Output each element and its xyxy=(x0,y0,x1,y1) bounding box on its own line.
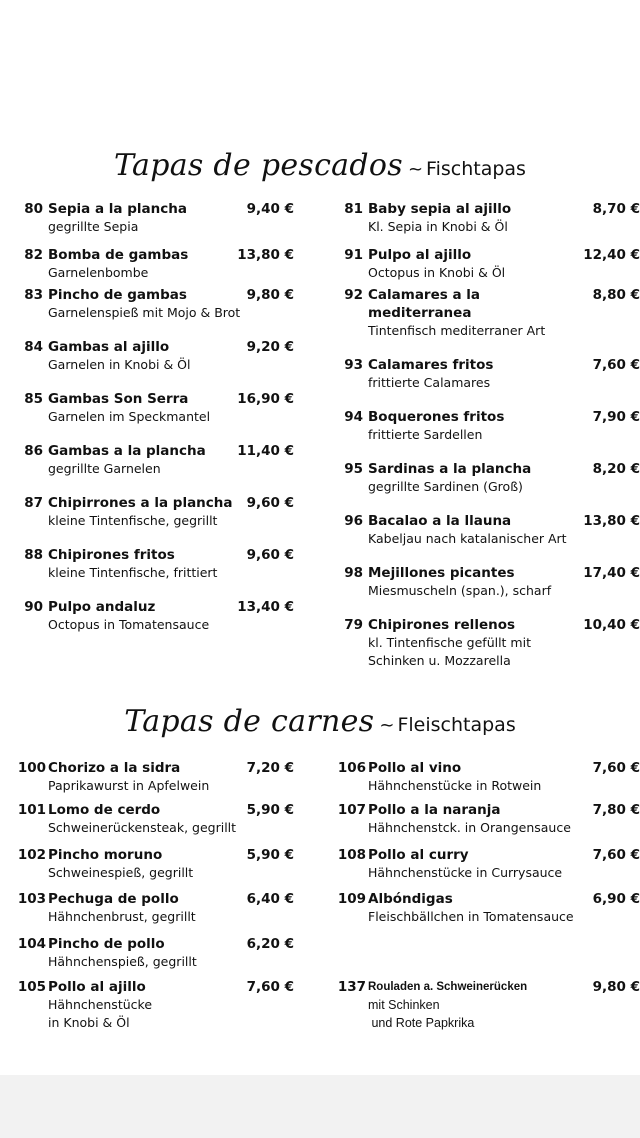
item-number: 80 xyxy=(24,201,43,217)
item-description: kleine Tintenfische, frittiert xyxy=(48,565,218,580)
item-price: 13,40 € xyxy=(237,599,294,615)
section-title-fish xyxy=(0,148,640,183)
item-description: Garnelenbombe xyxy=(48,265,149,280)
item-number: 106 xyxy=(337,760,366,776)
item-price: 7,80 € xyxy=(592,802,640,818)
item-name: Bomba de gambas xyxy=(48,247,189,263)
item-name: Pulpo andaluz xyxy=(48,599,156,615)
item-number: 94 xyxy=(344,409,363,425)
item-description: Hähnchenbrust, gegrillt xyxy=(48,909,196,924)
page-bottom-margin xyxy=(0,1075,640,1138)
item-description: Hähnchenstücke in Rotwein xyxy=(368,778,542,793)
item-price: 9,80 € xyxy=(592,979,640,995)
item-description: Hähnchenstck. in Orangensauce xyxy=(368,820,571,835)
item-number: 96 xyxy=(344,513,363,529)
item-name: Sepia a la plancha xyxy=(48,201,187,217)
item-name: Pollo al curry xyxy=(368,847,469,863)
item-name: Lomo de cerdo xyxy=(48,802,161,818)
item-number: 87 xyxy=(24,495,43,511)
item-price: 7,60 € xyxy=(246,979,294,995)
item-name: Calamares fritos xyxy=(368,357,494,373)
item-number: 137 xyxy=(337,979,366,995)
item-number: 101 xyxy=(17,802,46,818)
item-name: Pollo al vino xyxy=(368,760,462,776)
item-description: Fleischbällchen in Tomatensauce xyxy=(368,909,574,924)
item-name: Bacalao a la llauna xyxy=(368,513,512,529)
item-name: Pincho de gambas xyxy=(48,287,187,303)
section-title-meat xyxy=(0,704,640,739)
item-description-line2: und Rote Papkrika xyxy=(368,1016,475,1030)
item-name: Albóndigas xyxy=(368,891,453,907)
item-price: 9,60 € xyxy=(246,495,294,511)
item-name: Chipirones fritos xyxy=(48,547,175,563)
item-number: 90 xyxy=(24,599,43,615)
item-number: 103 xyxy=(17,891,46,907)
item-description: Hähnchenstücke xyxy=(48,997,153,1012)
item-number: 85 xyxy=(24,391,43,407)
item-price: 9,20 € xyxy=(246,339,294,355)
item-price: 12,40 € xyxy=(583,247,640,263)
item-number: 108 xyxy=(337,847,366,863)
item-price: 6,90 € xyxy=(592,891,640,907)
item-price: 9,40 € xyxy=(246,201,294,217)
item-price: 9,60 € xyxy=(246,547,294,563)
item-price: 13,80 € xyxy=(237,247,294,263)
item-price: 8,70 € xyxy=(592,201,640,217)
item-number: 105 xyxy=(17,979,46,995)
item-name: Pincho de pollo xyxy=(48,936,165,952)
item-price: 7,20 € xyxy=(246,760,294,776)
item-price: 5,90 € xyxy=(246,847,294,863)
item-name: Gambas al ajillo xyxy=(48,339,170,355)
item-price: 13,80 € xyxy=(583,513,640,529)
item-price: 7,90 € xyxy=(592,409,640,425)
item-name: Pollo al ajillo xyxy=(48,979,146,995)
item-number: 84 xyxy=(24,339,43,355)
item-name: Gambas a la plancha xyxy=(48,443,206,459)
item-description: Kl. Sepia in Knobi & Öl xyxy=(368,219,508,234)
item-name: Sardinas a la plancha xyxy=(368,461,532,477)
item-description: frittierte Calamares xyxy=(368,375,491,390)
item-price: 5,90 € xyxy=(246,802,294,818)
item-description: Garnelen in Knobi & Öl xyxy=(48,357,191,372)
item-number: 86 xyxy=(24,443,43,459)
item-description: kleine Tintenfische, gegrillt xyxy=(48,513,218,528)
item-description: Paprikawurst in Apfelwein xyxy=(48,778,210,793)
item-description: Kabeljau nach katalanischer Art xyxy=(368,531,567,546)
item-number: 107 xyxy=(337,802,366,818)
item-description: Octopus in Tomatensauce xyxy=(48,617,210,632)
item-number: 109 xyxy=(337,891,366,907)
item-number: 95 xyxy=(344,461,363,477)
section-title-script: Tapas de pescados xyxy=(114,148,403,183)
item-name: Pollo a la naranja xyxy=(368,802,501,818)
item-description: gegrillte Sardinen (Groß) xyxy=(368,479,523,494)
item-description: gegrillte Sepia xyxy=(48,219,139,234)
item-number: 102 xyxy=(17,847,46,863)
item-name: Chipirones rellenos xyxy=(368,617,516,633)
section-title-script: Tapas de carnes xyxy=(124,704,375,739)
item-name: Baby sepia al ajillo xyxy=(368,201,512,217)
item-description-line2: in Knobi & Öl xyxy=(48,1015,130,1030)
item-description: Octopus in Knobi & Öl xyxy=(368,265,506,280)
item-description: kl. Tintenfische gefüllt mit xyxy=(368,635,531,650)
item-description: Schweinespieß, gegrillt xyxy=(48,865,194,880)
section-subtitle: Fischtapas xyxy=(426,158,526,180)
item-description: frittierte Sardellen xyxy=(368,427,483,442)
item-number: 100 xyxy=(17,760,46,776)
item-name: Boquerones fritos xyxy=(368,409,505,425)
item-name: Chorizo a la sidra xyxy=(48,760,181,776)
item-name: Chipirrones a la plancha xyxy=(48,495,233,511)
tilde-separator: ~ xyxy=(379,715,395,736)
item-price: 9,80 € xyxy=(246,287,294,303)
item-name: Mejillones picantes xyxy=(368,565,515,581)
item-number: 81 xyxy=(344,201,363,217)
tilde-separator: ~ xyxy=(407,159,424,180)
item-price: 10,40 € xyxy=(583,617,640,633)
item-price: 8,80 € xyxy=(592,287,640,303)
item-number: 82 xyxy=(24,247,43,263)
item-description: Hähnchenstücke in Currysauce xyxy=(368,865,563,880)
item-name: Calamares a la xyxy=(368,287,481,303)
item-price: 17,40 € xyxy=(583,565,640,581)
item-number: 88 xyxy=(24,547,43,563)
item-description: mit Schinken xyxy=(368,998,440,1012)
item-description: Miesmuscheln (span.), scharf xyxy=(368,583,552,598)
item-number: 83 xyxy=(24,287,43,303)
item-description: Garnelen im Speckmantel xyxy=(48,409,211,424)
item-number: 104 xyxy=(17,936,46,952)
item-description: Schweinerückensteak, gegrillt xyxy=(48,820,237,835)
item-name: Pulpo al ajillo xyxy=(368,247,472,263)
item-description-line2: Schinken u. Mozzarella xyxy=(368,653,511,668)
item-number: 98 xyxy=(344,565,363,581)
item-price: 8,20 € xyxy=(592,461,640,477)
item-name: Pincho moruno xyxy=(48,847,163,863)
item-price: 7,60 € xyxy=(592,847,640,863)
item-price: 16,90 € xyxy=(237,391,294,407)
item-number: 79 xyxy=(344,617,363,633)
item-description: gegrillte Garnelen xyxy=(48,461,161,476)
item-number: 91 xyxy=(344,247,363,263)
item-description: Hähnchenspieß, gegrillt xyxy=(48,954,197,969)
item-price: 6,40 € xyxy=(246,891,294,907)
item-name: Pechuga de pollo xyxy=(48,891,179,907)
item-price: 11,40 € xyxy=(237,443,294,459)
item-price: 7,60 € xyxy=(592,357,640,373)
item-price: 7,60 € xyxy=(592,760,640,776)
item-name: Gambas Son Serra xyxy=(48,391,189,407)
item-description: Garnelenspieß mit Mojo & Brot xyxy=(48,305,241,320)
item-name-line2: mediterranea xyxy=(368,305,472,321)
section-subtitle: Fleischtapas xyxy=(397,714,516,736)
item-number: 92 xyxy=(344,287,363,303)
item-name: Rouladen a. Schweinerücken xyxy=(368,981,528,993)
item-price: 6,20 € xyxy=(246,936,294,952)
item-number: 93 xyxy=(344,357,363,373)
item-description: Tintenfisch mediterraner Art xyxy=(368,323,546,338)
